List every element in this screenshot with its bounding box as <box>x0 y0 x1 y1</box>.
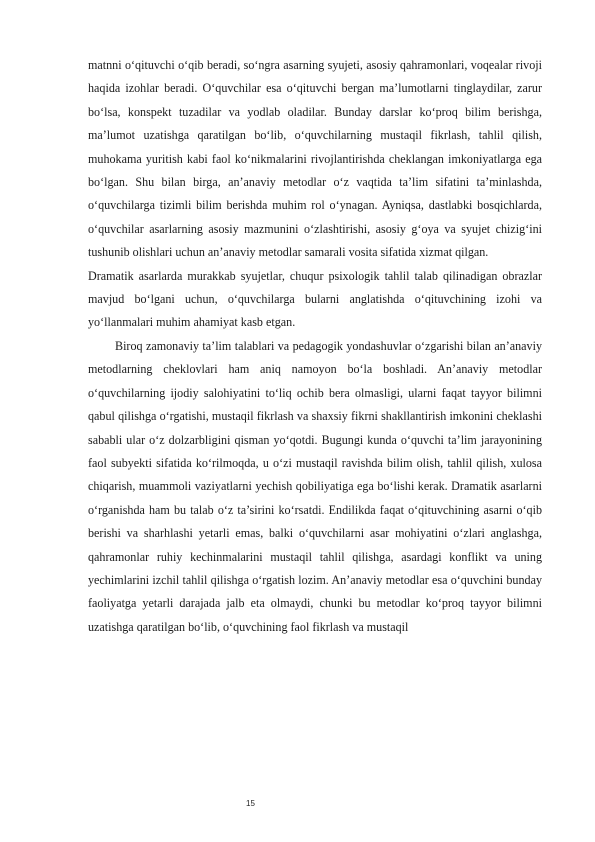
paragraph-traditional-methods: matnni o‘qituvchi o‘qib beradi, so‘ngra asarning syujeti, asosiy qahramonlari, voqealar rivoji haqida izohlar beradi. O‘quvchilar esa o‘qituvchi bergan ma’lumotlarni tinglaydilar, zarur bo‘lsa, konspekt tuzadilar va yodlab oladilar. Bunday darslar ko‘proq bilim berishga, ma’lumot uzatishga qaratilgan bo‘lib, o‘quvchilarning mustaqil fikrlash, tahlil qilish, muhokama yuritish kabi faol ko‘nikmalarini rivojlantirishda cheklangan imkoniyatlarga ega bo‘lgan. Shu bilan birga, an’anaviy metodlar o‘z vaqtida ta’lim sifatini ta’minlashda, o‘quvchilarga tizimli bilim berishda muhim rol o‘ynagan. Ayniqsa, dastlabki bosqichlarda, o‘quvchilar asarlarning asosiy mazmunini o‘zlashtirishi, asosiy g‘oya va syujet chizig‘ini tushunib olishlari uchun an’anaviy metodlar samarali vosita sifatida xizmat qilgan. <box>88 58 542 260</box>
document-page <box>88 54 542 639</box>
page-number: 15 <box>246 799 255 808</box>
paragraph-dramatic-works: Dramatik asarlarda murakkab syujetlar, chuqur psixologik tahlil talab qilinadigan obrazlar mavjud bo‘lgani uchun, o‘quvchilarga bularni anglatishda o‘qituvchining izohi va yo‘llanmalari muhim ahamiyat kasb etgan. <box>88 268 542 330</box>
paragraph-modern-requirements: Biroq zamonaviy ta’lim talablari va pedagogik yondashuvlar o‘zgarishi bilan an’anaviy metodlarning cheklovlari ham aniq namoyon bo‘la boshladi. An’anaviy metodlar o‘quvchilarning ijodiy salohiyatini to‘liq ochib bera olmasligi, ularni faqat tayyor bilimni qabul qilishga o‘rgatishi, mustaqil fikrlash va shaxsiy fikrni shakllantirish imkonini cheklashi sababli ular o‘z dolzarbligini qisman yo‘qotdi. Bugungi kunda o‘quvchi ta’lim jarayonining faol subyekti sifatida ko‘rilmoqda, u o‘zi mustaqil ravishda bilim olish, tahlil qilish, xulosa chiqarish, muammoli vaziyatlarni yechish qobiliyatiga ega bo‘lishi kerak. Dramatik asarlarni o‘rganishda ham bu talab o‘z ta’sirini ko‘rsatdi. Endilikda faqat o‘qituvchining asarni o‘qib berishi va sharhlashi yetarli emas, balki o‘quvchilarni asar mohiyatini o‘zlari anglashga, qahramonlar ruhiy kechinmalarini mustaqil tahlil qilishga, asardagi konflikt va uning yechimlarini izchil tahlil qilishga o‘rgatish lozim. An’anaviy metodlar esa o‘quvchini bunday faoliyatga yetarli darajada jalb eta olmaydi, chunki bu metodlar ko‘proq tayyor bilimni uzatishga qaratilgan bo‘lib, o‘quvchining faol fikrlash va mustaqil <box>88 338 542 634</box>
